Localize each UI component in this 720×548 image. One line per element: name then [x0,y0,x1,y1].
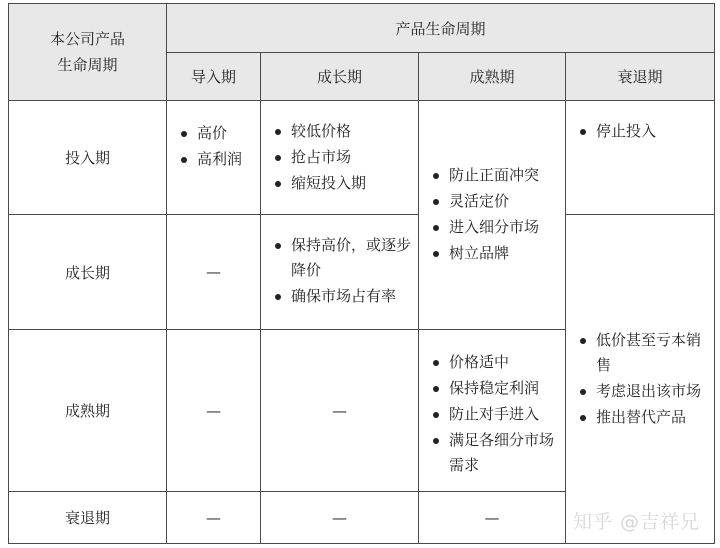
bullet-list [167,121,260,172]
group-header: 产品生命周期 [167,4,715,53]
list-item: 价格适中 [431,350,561,375]
lifecycle-strategy-table [8,3,715,544]
cell-maturity-span [419,101,566,330]
row-header-maturity: 成熟期 [9,330,167,492]
bullet-list [419,350,565,478]
cell-decline-growth: — [261,492,419,544]
list-item: 防止对手进入 [431,402,561,427]
list-item: 树立品牌 [431,241,561,266]
cell-maturity-intro: — [167,330,261,492]
list-item: 低价甚至亏本销售 [578,328,710,378]
list-item: 考虑退出该市场 [578,379,710,404]
col-header-growth: 成长期 [261,53,419,101]
list-item: 保持稳定利润 [431,376,561,401]
cell-intro-intro [167,101,261,215]
list-item: 保持高价，或逐步降价 [273,233,414,283]
cell-decline-maturity: — [419,492,566,544]
list-item: 确保市场占有率 [273,284,414,309]
list-item: 推出替代产品 [578,405,710,430]
cell-intro-growth [261,101,419,215]
list-item: 较低价格 [273,119,414,144]
list-item: 满足各细分市场需求 [431,428,561,478]
bullet-list [566,328,714,430]
cell-maturity-maturity [419,330,566,492]
cell-intro-decline [566,101,715,215]
bullet-list [566,119,714,144]
corner-header-line1: 本公司产品 [49,30,125,48]
cell-growth-growth [261,215,419,330]
corner-header-line2: 生命周期 [57,56,118,74]
list-item: 缩短投入期 [273,171,414,196]
cell-growth-intro: — [167,215,261,330]
row-header-growth: 成长期 [9,215,167,330]
corner-header-cell [9,4,167,101]
bullet-list [261,233,418,309]
bullet-list [261,119,418,196]
list-item: 灵活定价 [431,189,561,214]
list-item: 停止投入 [578,119,710,144]
list-item: 防止正面冲突 [431,163,561,188]
cell-decline-intro: — [167,492,261,544]
col-header-decline: 衰退期 [566,53,715,101]
col-header-maturity: 成熟期 [419,53,566,101]
cell-decline-span [566,215,715,544]
row-header-intro: 投入期 [9,101,167,215]
cell-maturity-growth: — [261,330,419,492]
list-item: 抢占市场 [273,145,414,170]
list-item: 高价 [179,121,256,146]
list-item: 进入细分市场 [431,215,561,240]
list-item: 高利润 [179,147,256,172]
row-header-decline: 衰退期 [9,492,167,544]
watermark-text: 知乎 @吉祥兄 [572,511,700,533]
bullet-list [419,163,565,266]
col-header-intro: 导入期 [167,53,261,101]
